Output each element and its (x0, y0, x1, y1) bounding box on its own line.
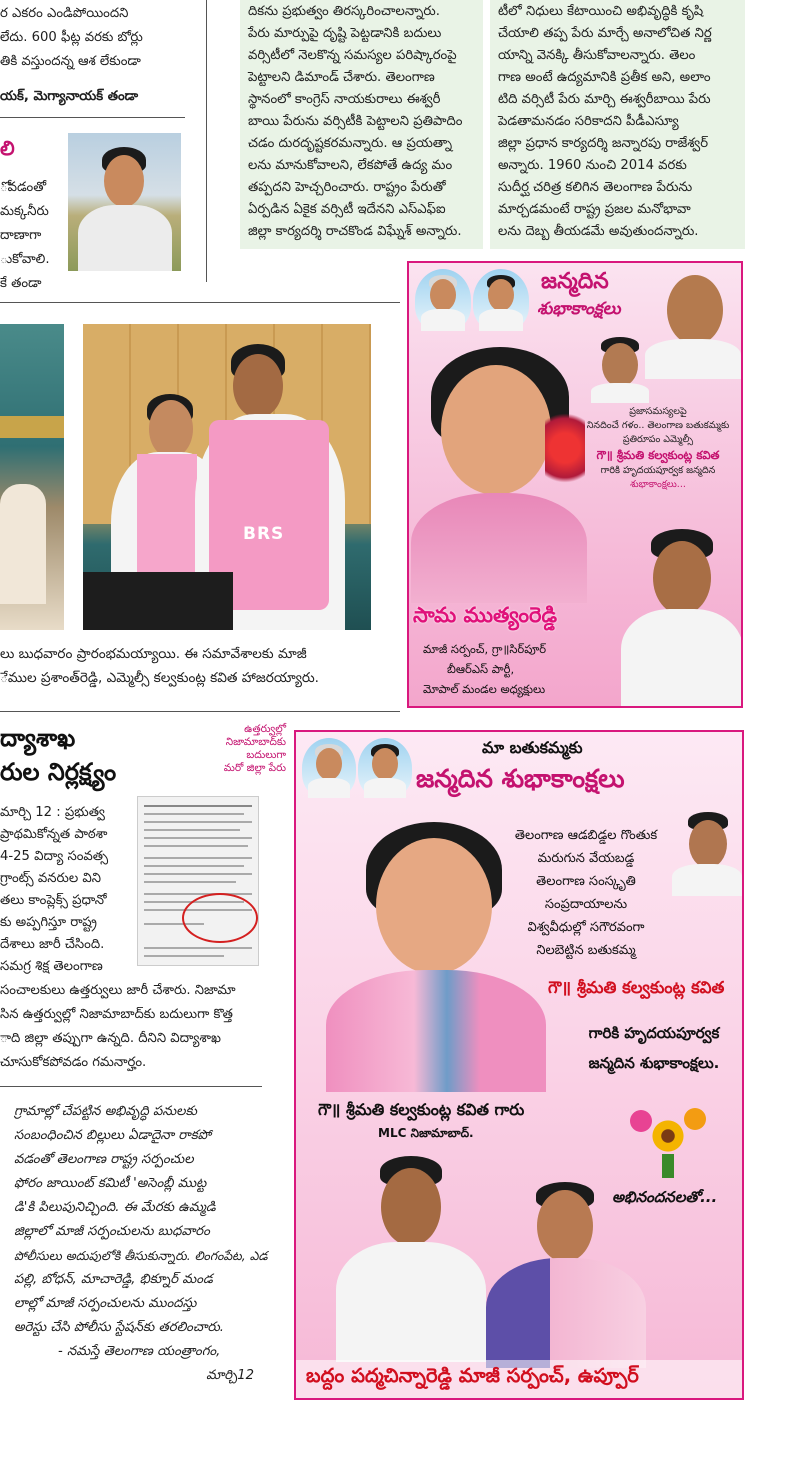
ad-wish (566, 1018, 742, 1078)
leader-portrait (473, 269, 529, 331)
section-divider (0, 302, 400, 303)
sarpanch-story (14, 1100, 284, 1388)
ad-line: తెలంగాణ ఆడబిడ్డల గొంతుక (514, 828, 658, 843)
col-left-top (0, 0, 205, 110)
red-circle-mark (182, 893, 258, 943)
photo-caption-line: లు బుధవారం ప్రారంభమయ్యాయి. ఈ సమావేశాలకు మాజీ (0, 646, 307, 662)
green-column-1 (240, 0, 483, 249)
text-line: జిల్లా ప్రధాన కార్యదర్శి జన్నారపు రాజేశ్వర్ (498, 136, 709, 151)
text-line: తికి వస్తుందన్న ఆశ లేకుండా (0, 54, 141, 69)
text-line: చేయాలి తప్ప పేరు మార్చే అనాలోచిత నిర్ణ (498, 26, 712, 41)
ad-line: విశ్వవీధుల్లో సగౌరవంగా (527, 920, 645, 935)
text-line: లను దెబ్బ తీయడమే అవుతుందన్నారు. (498, 224, 699, 239)
birthday-ad-one (407, 261, 743, 708)
byline: యక్, మెగ్యానాయక్ తండా (0, 89, 139, 104)
text-line: తప్పదని హెచ్చరించారు. రాష్ట్రం పేరుతో (248, 180, 446, 195)
brs-badge: BRS (243, 524, 285, 544)
text-line: దాణాగా (0, 228, 42, 243)
story-credit: - నమస్తే తెలంగాణ యంత్రాంగం, (58, 1344, 221, 1359)
birthday-ad-two (294, 730, 744, 1400)
ad-line: తెలంగాణ సంస్కృతి (536, 874, 636, 889)
side-note-line: బదులుగా (246, 749, 286, 761)
ad-sender-name: సామ ముత్యంరెడ్డి (413, 603, 558, 627)
col-left-second (0, 130, 70, 290)
ad-honoree: గౌ॥ శ్రీమతి కల్వకుంట్ల కవిత (548, 978, 725, 997)
column-rule (206, 0, 207, 282)
ad-title-small: మా బతుకమ్మకు (482, 738, 583, 757)
ad-line: జన్మదిన శుభాకాంక్షలు. (588, 1054, 720, 1072)
text-line: కు అప్పగిస్తూ రాష్ట్ర (0, 915, 97, 930)
text-line: అన్నారు. 1960 నుంచి 2014 వరకు (498, 158, 687, 173)
member-portrait (589, 335, 651, 403)
sender-man-portrait (336, 1152, 486, 1362)
leader-portrait (302, 738, 356, 798)
farmer-photo (68, 133, 181, 271)
leader-portrait (358, 738, 412, 798)
text-line: పెట్టాలని డిమాండ్ చేశారు. తెలంగాణ (248, 70, 435, 85)
text-line: మార్చడమంటే రాష్ట్ర ప్రజల మనోభావా (498, 202, 691, 217)
text-line: లాల్లో మాజీ సర్పంచులను ముందస్తు (14, 1296, 197, 1311)
text-line: సంబంధించిన బిల్లులు ఏడాదైనా రాకపో (14, 1128, 212, 1143)
ad-sender-details (423, 639, 623, 699)
sender-woman-portrait (486, 1178, 646, 1368)
text-line: వర్సిటీలో నెలకొన్న సమస్యల పరిష్కారంపై (248, 48, 457, 63)
ad-line: గారికి హృదయపూర్వక జన్మదిన (600, 465, 716, 476)
text-line: టీలో నిధులు కేటాయించి అభివృద్ధికి కృషి (498, 4, 704, 19)
ad-line: మరుగున వేయబడ్డ (537, 851, 635, 866)
ad-line: గౌ॥ శ్రీమతి కల్వకుంట్ల కవిత (596, 448, 720, 462)
ad-caption-name: గౌ॥ శ్రీమతి కల్వకుంట్ల కవిత గారు (318, 1100, 525, 1119)
side-note-line: మరో జిల్లా పేరు (223, 762, 286, 774)
side-note-line: ఉత్తర్వుల్లో (244, 723, 286, 735)
text-line: లేదు. 600 ఫీట్ల వరకు బోర్లు (0, 30, 143, 45)
education-headline-2: రుల నిర్లక్ష్యం (0, 758, 117, 786)
text-line: తలు కాంప్లెక్స్ ప్రధానో (0, 893, 107, 908)
ad-sender: బద్దం పద్మచిన్నారెడ్డి మాజీ సర్పంచ్, ఉప్పూర్ (306, 1364, 639, 1387)
ad-message (573, 405, 743, 492)
ad-line: నినదించే గళం.. తెలంగాణ బతుకమ్మకు (586, 420, 730, 431)
text-line: దేశాలు జారీ చేసింది. (0, 937, 105, 952)
text-line: ాది జిల్లా తప్పుగా ఉన్నది. దీనిని విద్యాశాఖ (0, 1031, 221, 1046)
text-line: ుకోవాలి. (0, 252, 50, 267)
text-line: టిది వర్సిటీ పేరు మార్చి ఈశ్వరీబాయి పేరు (498, 92, 711, 107)
text-line: పల్లి, బోధన్, మాచారెడ్డి, భిక్నూర్ మండ (14, 1272, 213, 1287)
ad-line: శుభాకాంక్షలు... (630, 479, 686, 490)
text-line: లను మానుకోవాలని, లేకపోతే ఉద్య మం (248, 158, 453, 173)
text-line: పోలీసులు అదుపులోకి తీసుకున్నారు. లింగంపేట, ఎడ (14, 1248, 268, 1263)
ad-caption-role: MLC నిజామాబాద్. (378, 1126, 474, 1140)
text-line: మార్చి 12 : ప్రభుత్వ (0, 805, 105, 820)
section-divider (0, 1086, 262, 1087)
leader-portrait (415, 269, 471, 331)
text-line: ఫోరం జాయింట్ కమిటీ 'అసెంబ్లీ ముట్ట (14, 1176, 207, 1191)
photo-caption-line: ేముల ప్రశాంత్‌రెడ్డి, ఎమ్మెల్సీ కల్వకుంట్ల కవిత హాజరయ్యారు. (0, 670, 320, 686)
side-note-line: నిజామాబాద్‌కు (225, 736, 286, 748)
text-line: సిన ఉత్తర్వుల్లో నిజామాబాద్‌కు బదులుగా కొత్త (0, 1007, 233, 1022)
honoree-portrait (411, 343, 587, 603)
ad-title-big: జన్మదిన శుభాకాంక్షలు (416, 764, 625, 793)
text-line: అరెస్టు చేసి పోలీసు స్టేషన్‌కు తరలించారు. (14, 1320, 224, 1335)
text-line: ోవడంతో (0, 180, 47, 195)
ad-line: గారికి హృదయపూర్వక (588, 1024, 720, 1042)
text-line: గ్రామాల్లో చేపట్టిన అభివృద్ధి పనులకు (14, 1104, 197, 1119)
text-line: ఏర్పడిన ఏకైక వర్సిటీ ఇదేనని ఎస్ఎఫ్ఐ (248, 202, 446, 217)
text-line: బాయి పేరును వర్సిటీకి పెట్టాలని ప్రతిపాదిం (248, 114, 463, 129)
ad-line: నిలబెట్టిన బతుకమ్మ (536, 943, 636, 958)
ad-message (486, 824, 686, 962)
ad-line: ప్రజాసమస్యలపై (629, 406, 687, 417)
ad-line: ప్రతిరూపం ఎమ్మెల్సీ (622, 434, 694, 445)
text-line: దికను ప్రభుత్వం తిరస్కరించాలన్నారు. (248, 4, 440, 19)
text-line: స్థానంలో కాంగ్రెస్ నాయకురాలు ఈశ్వరీ (248, 92, 441, 107)
text-line: సుదీర్ఘ చరిత్ర కలిగిన తెలంగాణ పేరును (498, 180, 693, 195)
document-clipping (137, 796, 259, 966)
text-line: ప్రాథమికోన్నత పాఠశా (0, 827, 108, 842)
sender-detail: బీఆర్ఎస్ పార్టీ, (447, 662, 515, 676)
text-line: 4-25 విద్యా సంవత్స (0, 849, 109, 864)
assembly-photo-left (0, 324, 64, 630)
heading-fragment: లి (0, 136, 15, 160)
text-line: చూసుకోకపోవడం గమనార్హం. (0, 1055, 147, 1070)
ad-subtitle: శుభాకాంక్షలు (537, 299, 621, 319)
divider (0, 117, 185, 118)
text-line: పేరు మార్పుపై దృష్టి పెట్టడానికి బదులు (248, 26, 442, 41)
text-line: జిల్లాలో మాజీ సర్పంచులను బుధవారం (14, 1224, 210, 1239)
story-dateline: మార్చి12 (206, 1368, 254, 1383)
text-line: సంచాలకులు ఉత్తర్వులు జారీ చేశారు. నిజామా (0, 983, 236, 998)
text-line: గ్రాంట్స్ వనరుల విని (0, 871, 102, 886)
text-line: యాన్ని వెనక్కి తీసుకోవాలన్నారు. తెలం (498, 48, 696, 63)
text-line: వడంతో తెలంగాణ రాష్ట్ర సర్పంచుల (14, 1152, 194, 1167)
sender-detail: మోపాల్ మండల అధ్యక్షులు (423, 682, 546, 696)
flower-bouquet (626, 1098, 710, 1178)
text-line: కే తండా (0, 276, 42, 291)
assembly-photo-right (83, 324, 371, 630)
text-line: జిల్లా కార్యదర్శి రాచకొండ విఘ్నేశ్ అన్నారు. (248, 224, 462, 239)
sender-portrait (621, 525, 743, 708)
leader-portrait-large (645, 269, 741, 379)
text-line: చడం దురదృష్టకరమన్నారు. ఆ ప్రయత్నా (248, 136, 453, 151)
section-divider (0, 711, 400, 712)
text-line: పెడతామనడం సరికాదని పీడీఎస్యూ (498, 114, 679, 129)
text-line: గాణ అంటే ఉద్యమానికి ప్రతీక అని, అలాం (498, 70, 711, 85)
sender-detail: మాజీ సర్పంచ్, గ్రా॥సిర్‌పూర్ (423, 642, 547, 656)
text-line: సమగ్ర శిక్ష తెలంగాణ (0, 959, 103, 974)
ad-title: జన్మదిన (541, 269, 609, 294)
text-line: మక్కనీరు (0, 204, 49, 219)
text-line: ర ఎకరం ఎండిపోయిందని (0, 6, 129, 21)
ad-greeting: అభినందనలతో... (612, 1188, 718, 1206)
ad-line: సంప్రదాయాలను (544, 897, 628, 912)
green-column-2 (490, 0, 745, 249)
education-headline-1: ద్యాశాఖ (0, 724, 76, 752)
text-line: డి'కి పిలుపునిచ్చింది. ఈ మేరకు ఉమ్మడి (14, 1200, 216, 1215)
education-side-note (186, 723, 286, 775)
